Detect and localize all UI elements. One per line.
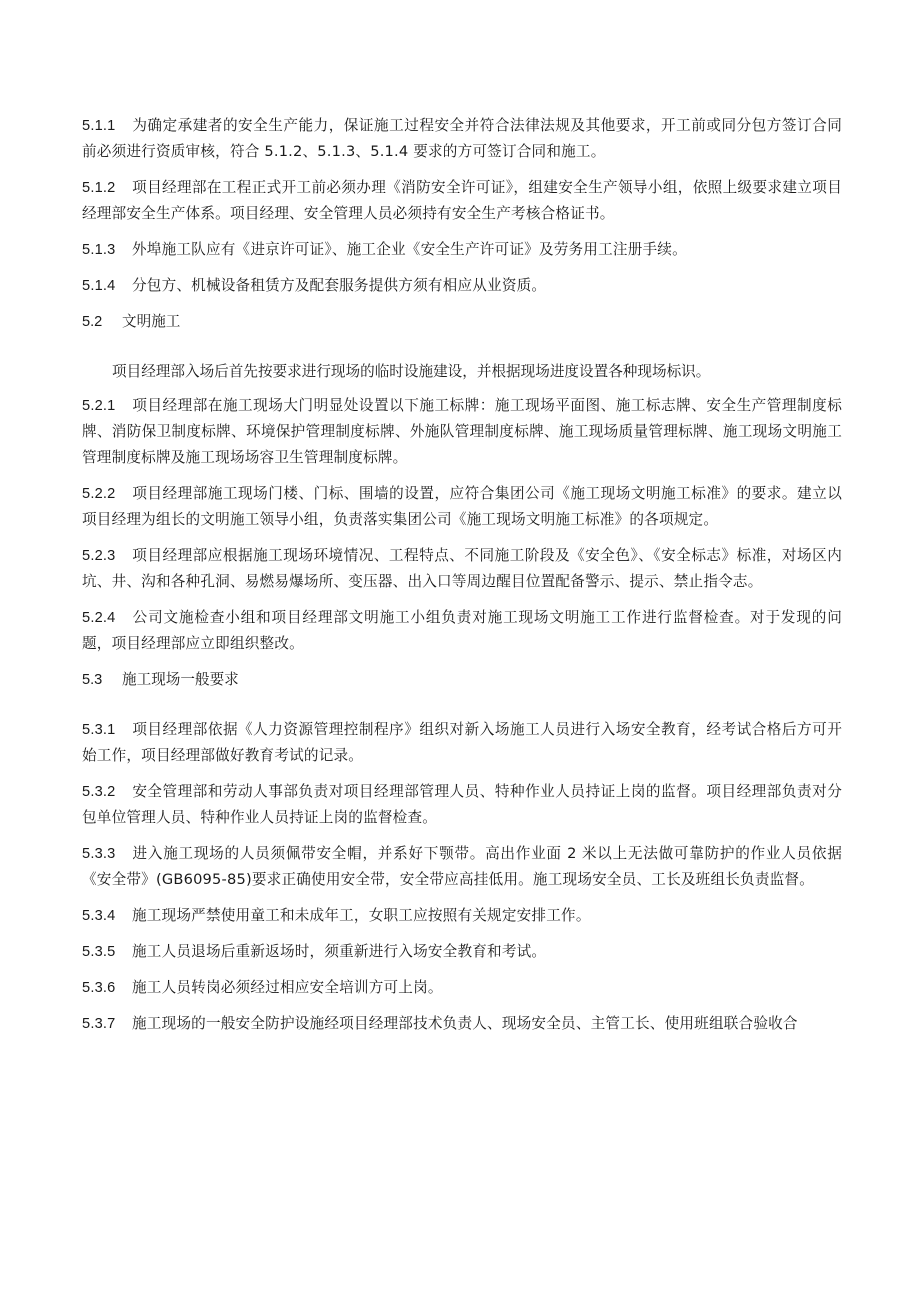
clause-text: 施工人员退场后重新返场时，须重新进行入场安全教育和考试。 <box>132 943 547 960</box>
clause-number: 5.3.5 <box>82 944 116 960</box>
clause-number: 5.3.4 <box>82 908 116 924</box>
clause-number: 5.3.1 <box>82 722 116 738</box>
clause-5-1-1 <box>82 113 842 165</box>
clause-text: 施工人员转岗必须经过相应安全培训方可上岗。 <box>132 979 443 996</box>
clause-5-3-4 <box>82 903 842 929</box>
clause-number: 5.1.2 <box>82 180 116 196</box>
clause-5-1-2 <box>82 175 842 227</box>
clause-number: 5.3.7 <box>82 1016 116 1032</box>
section-title: 文明施工 <box>122 313 181 330</box>
clause-text: 项目经理部施工现场门楼、门标、围墙的设置，应符合集团公司《施工现场文明施工标准》的要求。建立以项目经理为组长的文明施工领导小组，负责落实集团公司《施工现场文明施工标准》的各项规定。 <box>82 485 842 528</box>
clause-number: 5.3.6 <box>82 980 116 996</box>
clause-number: 5.2.1 <box>82 398 116 414</box>
clause-text: 安全管理部和劳动人事部负责对项目经理部管理人员、特种作业人员持证上岗的监督。项目经理部负责对分包单位管理人员、特种作业人员持证上岗的监督检查。 <box>82 783 842 826</box>
clause-5-2-2 <box>82 481 842 533</box>
clause-number: 5.2.4 <box>82 610 116 626</box>
section-number: 5.2 <box>82 314 103 330</box>
clause-5-2-4 <box>82 605 842 657</box>
clause-number: 5.2.2 <box>82 486 116 502</box>
clause-number: 5.3.3 <box>82 846 116 862</box>
clause-number: 5.2.3 <box>82 548 116 564</box>
clause-number: 5.1.1 <box>82 118 116 134</box>
clause-5-3-5 <box>82 939 842 965</box>
section-heading-5-2 <box>82 309 842 335</box>
clause-text: 项目经理部在施工现场大门明显处设置以下施工标牌：施工现场平面图、施工标志牌、安全生产管理制度标牌、消防保卫制度标牌、环境保护管理制度标牌、外施队管理制度标牌、施工现场质量管理标牌、施工现场文明施工管理制度标牌及施工现场场容卫生管理制度标牌。 <box>82 397 842 466</box>
clause-number: 5.1.4 <box>82 278 116 294</box>
section-intro <box>82 359 842 385</box>
clause-number: 5.3.2 <box>82 784 116 800</box>
clause-5-3-1 <box>82 717 842 769</box>
clause-5-3-6 <box>82 975 842 1001</box>
clause-5-2-3 <box>82 543 842 595</box>
intro-text: 项目经理部入场后首先按要求进行现场的临时设施建设，并根据现场进度设置各种现场标识。 <box>112 363 711 380</box>
clause-5-1-4 <box>82 273 842 299</box>
clause-text: 项目经理部依据《人力资源管理控制程序》组织对新入场施工人员进行入场安全教育，经考试合格后方可开始工作，项目经理部做好教育考试的记录。 <box>82 721 842 764</box>
clause-text: 公司文施检查小组和项目经理部文明施工小组负责对施工现场文明施工工作进行监督检查。对于发现的问题，项目经理部应立即组织整改。 <box>82 609 842 652</box>
section-title: 施工现场一般要求 <box>122 671 239 688</box>
section-heading-5-3 <box>82 667 842 693</box>
clause-text: 进入施工现场的人员须佩带安全帽，并系好下颚带。高出作业面 2 米以上无法做可靠防护的作业人员依据《安全带》(GB6095-85)要求正确使用安全带，安全带应高挂低用。施工现场安全员、工长及班组长负责监督。 <box>82 845 842 888</box>
clause-5-1-3 <box>82 237 842 263</box>
clause-number: 5.1.3 <box>82 242 116 258</box>
clause-5-3-3 <box>82 841 842 893</box>
clause-text: 施工现场严禁使用童工和未成年工，女职工应按照有关规定安排工作。 <box>132 907 591 924</box>
clause-text: 施工现场的一般安全防护设施经项目经理部技术负责人、现场安全员、主管工长、使用班组联合验收合 <box>132 1015 798 1032</box>
clause-5-3-7 <box>82 1011 842 1037</box>
clause-text: 为确定承建者的安全生产能力，保证施工过程安全并符合法律法规及其他要求，开工前或同分包方签订合同前必须进行资质审核，符合 5.1.2、5.1.3、5.1.4 要求的方可签订合同和施工。 <box>82 117 842 160</box>
clause-text: 项目经理部在工程正式开工前必须办理《消防安全许可证》，组建安全生产领导小组，依照上级要求建立项目经理部安全生产体系。项目经理、安全管理人员必须持有安全生产考核合格证书。 <box>82 179 842 222</box>
clause-text: 项目经理部应根据施工现场环境情况、工程特点、不同施工阶段及《安全色》、《安全标志》标准，对场区内坑、井、沟和各种孔洞、易燃易爆场所、变压器、出入口等周边醒目位置配备警示、提示、禁止指令志。 <box>82 547 842 590</box>
section-number: 5.3 <box>82 672 103 688</box>
clause-text: 外埠施工队应有《进京许可证》、施工企业《安全生产许可证》及劳务用工注册手续。 <box>132 241 687 258</box>
clause-5-3-2 <box>82 779 842 831</box>
document-page <box>82 113 842 1047</box>
clause-5-2-1 <box>82 393 842 471</box>
clause-text: 分包方、机械设备租赁方及配套服务提供方须有相应从业资质。 <box>132 277 547 294</box>
